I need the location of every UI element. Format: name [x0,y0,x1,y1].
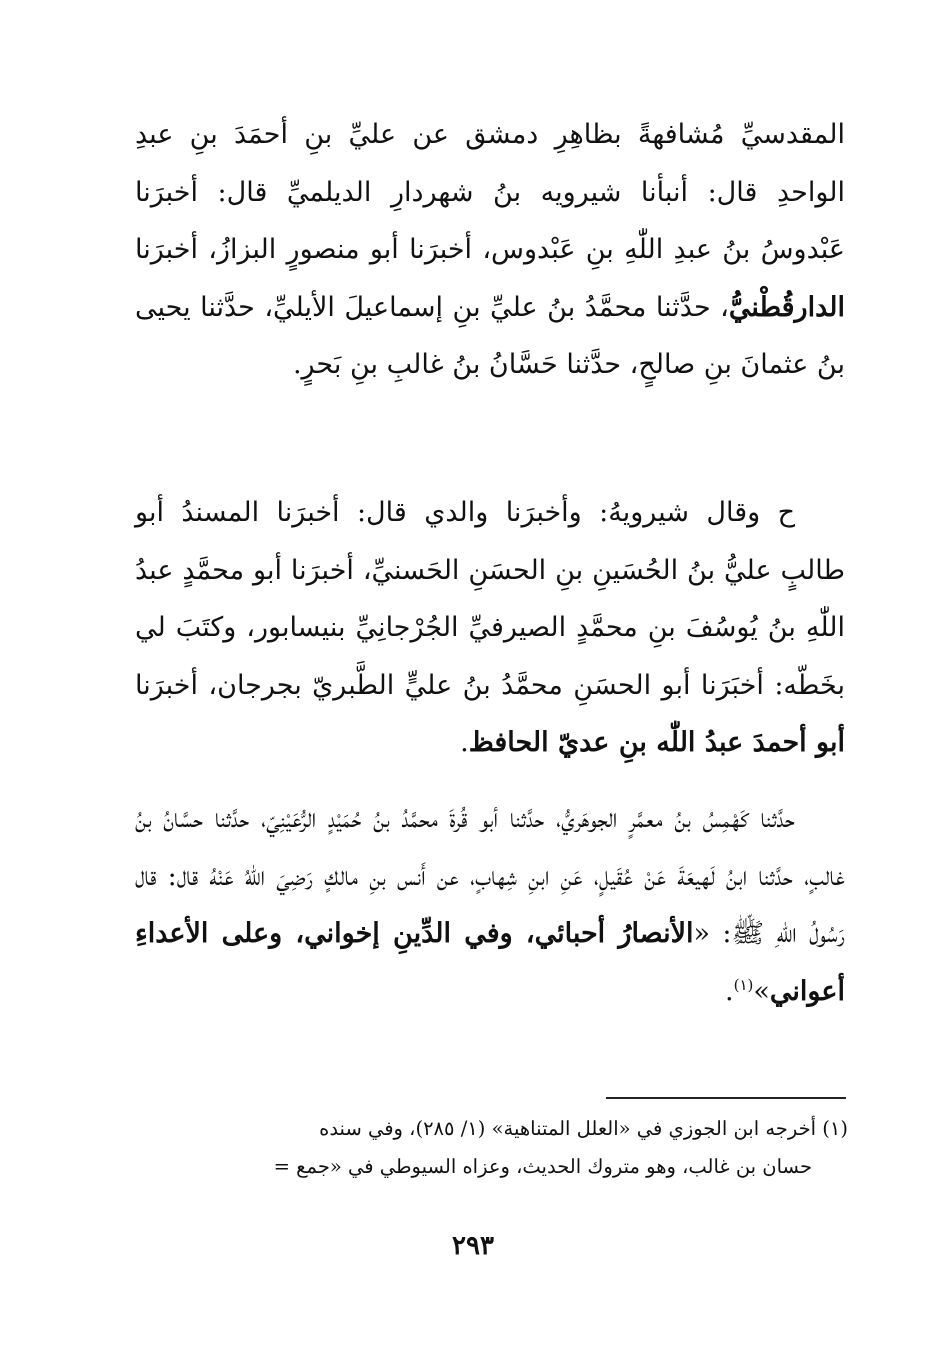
footnote [148,1110,848,1186]
paragraph-1-text: المقدسيِّ مُشافهةً بظاهِرِ دمشق عن عليِّ بنِ أحمَدَ بنِ عبدِ الواحدِ قال: أنبأنا شيرويه بنُ شهردارِ الديلميِّ قال: أخبرَنا عَبْدوسُ بنُ عبدِ اللّٰهِ بنِ عَبْدوس، أخبرَنا أبو منصورٍ البزازُ، أخبرَنا [135,119,845,266]
paragraph-3-text: حدَّثنا كَهْمِسُ بنُ معمَّرٍ الجوهَريُّ، حدَّثنا أبو قُرةَ محمَّدُ بنُ حُمَيْدٍ الرُّعَيْنِيّ، حدَّثنا حسَّانُ بنُ غالبٍ، حدَّثنا ابنُ لَهيعَةَ عَنْ عُقَيلٍ، عَنِ ابنِ شِهابٍ، عن أَنس بنِ مالكٍ رَضِيَ اللّٰهُ عَنْهُ قال: قال رَسُولُ اللّٰهِ ﷺ: « [135,803,845,950]
paragraph-2-bold-name: أبو أحمدَ عبدُ اللّٰه بنِ عديّ الحافظ [468,727,845,759]
paragraph-isnad-2 [135,484,845,772]
hadith-matn: الأنصارُ أحبائي، وفي الدِّينِ إخواني، وعلى الأعداءِ أعواني [135,918,845,1007]
paragraph-isnad-1 [135,106,845,394]
paragraph-2-text: ح وقال شيرويهُ: وأخبرَنا والدي قال: أخبرَنا المسندُ أبو طالبٍ عليُّ بنُ الحُسَينِ بنِ الحسَنِ الحَسنيِّ، أخبرَنا أبو محمَّدٍ عبدُ اللّٰهِ بنُ يُوسُفَ بنِ محمَّدٍ الصيرفيِّ الجُرْجانِيِّ بنيسابور، وكتَبَ لي بخَطّه: أخبَرَنا أبو الحسَنِ محمَّدُ بنُ عليٍّ الطَّبريّ بجرجان، أخبرَنا [135,497,845,701]
footnote-reference[interactable]: (١) [733,975,754,994]
footnote-divider [606,1097,846,1099]
footnote-continuation: حسان بن غالب، وهو متروك الحديث، وعزاه السيوطي في «جمع = [273,1155,812,1178]
paragraph-3-rest: . [725,975,734,1007]
page-number: ٢٩٣ [452,1231,494,1261]
paragraph-hadith [135,790,845,1020]
paragraph-1-bold-name: الدارقُطْنيُّ [728,291,845,323]
paragraph-1-rest: ، حدَّثنا محمَّدُ بنُ عليِّ بنِ إسماعيلَ الأيليِّ، حدَّثنا يحيى بنُ عثمانَ بنِ صالحٍ، حدَّثنا حَسَّانُ بنُ غالبِ بنِ بَحرٍ. [135,291,845,381]
paragraph-2-rest: . [460,727,469,759]
footnote-marker: (١) [822,1117,848,1140]
footnote-text: أخرجه ابن الجوزي في «العلل المتناهية» (١/ ٢٨٥)، وفي سنده [319,1117,817,1140]
hadith-close-quote: » [753,975,770,1007]
